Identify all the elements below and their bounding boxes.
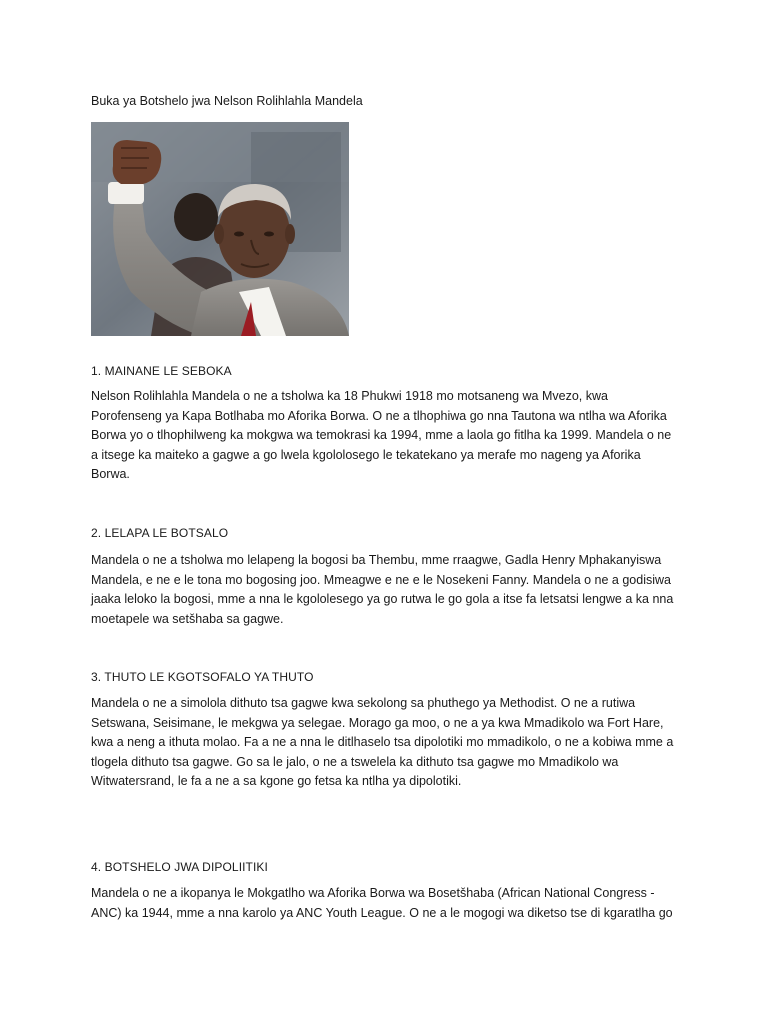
paragraph-line: Borwa yo o tlhophilweng ka mokgwa wa temokrasi ka 1994, mme a laola go fitlha ka 1999. Mandela o ne bbox=[91, 428, 672, 442]
paragraph-line: Nelson Rolihlahla Mandela o ne a tsholwa ka 18 Phukwi 1918 mo motsaneng wa Mvezo, kwa bbox=[91, 389, 608, 403]
paragraph-line: Mandela o ne a tsholwa mo lelapeng la bogosi ba Thembu, mme rraagwe, Gadla Henry Mphakanyiswa bbox=[91, 553, 662, 567]
section-heading-2: 2. LELAPA LE BOTSALO bbox=[91, 526, 229, 540]
portrait-photo bbox=[91, 122, 349, 336]
section-paragraph-2 bbox=[91, 551, 687, 629]
paragraph-line: Porofenseng ya Kapa Botlhaba mo Aforika Borwa. O ne a tlhophiwa go nna Tautona wa ntlha wa Aforika bbox=[91, 408, 667, 423]
paragraph-line: Witwatersrand, le fa a ne a sa kgone go fetsa ka ntlha ya dipolotiki. bbox=[91, 774, 462, 788]
paragraph-line: Mandela, e ne e le tona mo bogosing joo. Mmeagwe e ne e le Nosekeni Fanny. Mandela o ne a godisiwa bbox=[91, 572, 671, 587]
paragraph-line: Setswana, Seisimane, le mekgwa ya selegae. Morago ga moo, o ne a ya kwa Mmadikolo wa Fort Hare, bbox=[91, 715, 664, 730]
paragraph-line: kwa a neng a ithuta molao. Fa a ne a nna le ditlhaselo tsa dipolotiki mo mmadikolo, o ne a kobiwa mme a bbox=[91, 735, 674, 749]
section-paragraph-3 bbox=[91, 694, 687, 792]
paragraph-line: ANC) ka 1944, mme a nna karolo ya ANC Youth League. O ne a le mogogi wa diketso tse di kgaratlha go bbox=[91, 905, 673, 920]
paragraph-line: Borwa. bbox=[91, 467, 130, 481]
paragraph-line: Mandela o ne a ikopanya le Mokgatlho wa Aforika Borwa wa Bosetšhaba (African National Congress - bbox=[91, 886, 655, 900]
section-heading-1: 1. MAINANE LE SEBOKA bbox=[91, 364, 232, 378]
portrait-photo-raised-fist-icon bbox=[91, 122, 349, 336]
section-heading-4: 4. BOTSHELO JWA DIPOLIITIKI bbox=[91, 860, 268, 874]
section-paragraph-4 bbox=[91, 884, 687, 923]
paragraph-line: tlogela dithuto tsa gagwe. Go sa le jalo, o ne a tswelela ka dithuto tsa gagwe mo Mmadikolo wa bbox=[91, 754, 619, 769]
paragraph-line: moetapele wa setšhaba sa gagwe. bbox=[91, 611, 284, 626]
paragraph-line: jaaka leloko la bogosi, mme a nna le kgololesego ya go rutwa le go gola a itse fa letsatsi lengwe a ka nna bbox=[91, 592, 674, 606]
document-title: Buka ya Botshelo jwa Nelson Rolihlahla Mandela bbox=[91, 94, 363, 108]
section-paragraph-1 bbox=[91, 387, 687, 485]
paragraph-line: a itsege ka maiteko a gagwe a go lwela kgololosego le tekatekano ya merafe mo nageng ya Aforika bbox=[91, 447, 641, 462]
section-heading-3: 3. THUTO LE KGOTSOFALO YA THUTO bbox=[91, 670, 314, 684]
paragraph-line: Mandela o ne a simolola dithuto tsa gagwe kwa sekolong sa phuthego ya Methodist. O ne a rutiwa bbox=[91, 696, 636, 710]
